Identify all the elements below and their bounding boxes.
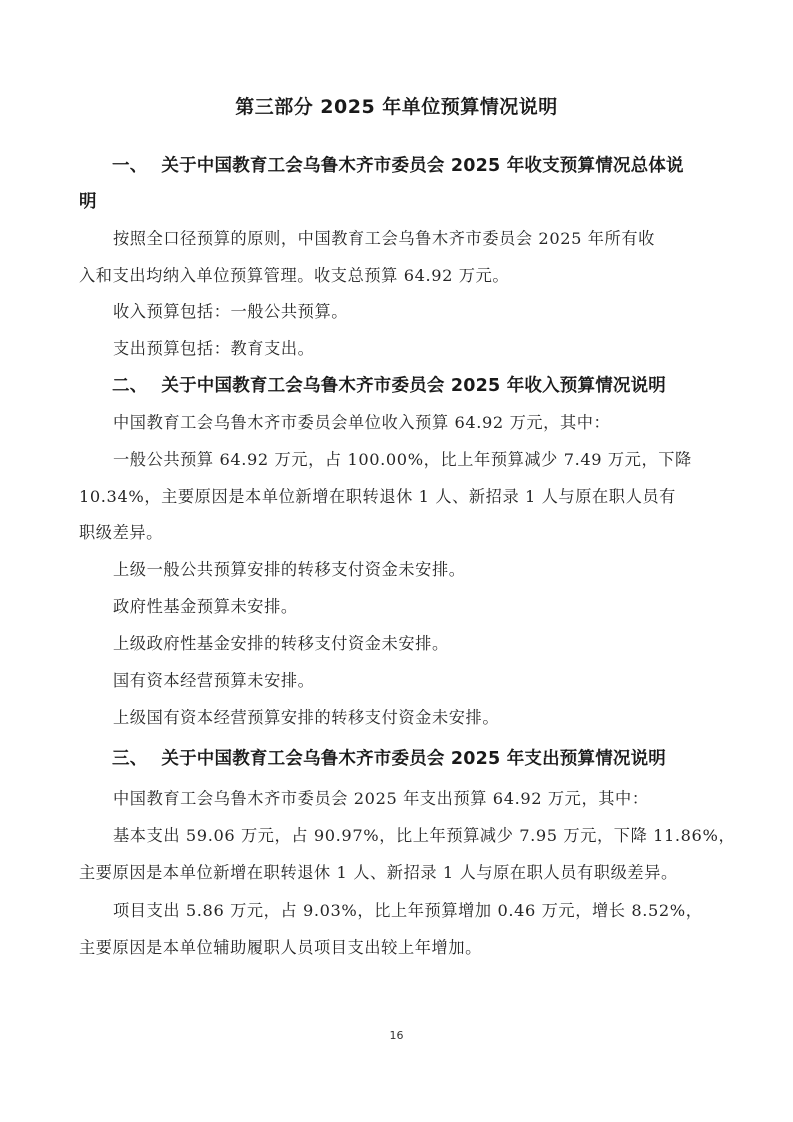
section-heading-2 bbox=[79, 368, 715, 404]
paragraph-line: 上级国有资本经营预算安排的转移支付资金未安排。 bbox=[113, 708, 500, 727]
paragraph-line: 收入预算包括：一般公共预算。 bbox=[113, 302, 349, 321]
paragraph-line: 主要原因是本单位辅助履职人员项目支出较上年增加。 bbox=[79, 937, 482, 957]
paragraph bbox=[79, 626, 715, 663]
paragraph-line: 主要原因是本单位新增在职转退休 1 人、新招录 1 人与原在职人员有职级差异。 bbox=[79, 862, 678, 882]
paragraph bbox=[79, 405, 715, 442]
paragraph bbox=[79, 818, 736, 891]
paragraph bbox=[79, 781, 715, 818]
paragraph bbox=[79, 442, 715, 552]
section-heading-3 bbox=[79, 741, 715, 777]
section-heading-1-line-1: 关于中国教育工会乌鲁木齐市委员会 2025 年收支预算情况总体说 bbox=[161, 156, 684, 176]
paragraph-line: 国有资本经营预算未安排。 bbox=[113, 671, 315, 690]
paragraph-line: 支出预算包括：教育支出。 bbox=[113, 339, 315, 358]
paragraph-line: 中国教育工会乌鲁木齐市委员会 2025 年支出预算 64.92 万元，其中： bbox=[113, 789, 649, 808]
section-heading-1-line-2: 明 bbox=[79, 192, 97, 212]
section-number-3: 三、 bbox=[112, 749, 148, 769]
section-heading-1 bbox=[79, 148, 715, 220]
paragraph-line: 基本支出 59.06 万元，占 90.97%，比上年预算减少 7.95 万元，下降 11.86%， bbox=[113, 826, 736, 845]
paragraph-line: 入和支出均纳入单位预算管理。收支总预算 64.92 万元。 bbox=[79, 265, 510, 285]
paragraph-line: 一般公共预算 64.92 万元，占 100.00%，比上年预算减少 7.49 万元，下降 bbox=[113, 450, 692, 469]
paragraph-line: 政府性基金预算未安排。 bbox=[113, 597, 298, 616]
paragraph-line: 中国教育工会乌鲁木齐市委员会单位收入预算 64.92 万元，其中： bbox=[113, 413, 611, 432]
page-number: 16 bbox=[389, 1029, 404, 1042]
paragraph bbox=[79, 294, 715, 331]
paragraph bbox=[79, 552, 715, 589]
section-heading-3-text: 关于中国教育工会乌鲁木齐市委员会 2025 年支出预算情况说明 bbox=[161, 749, 666, 769]
paragraph bbox=[79, 331, 715, 368]
section-number-2: 二、 bbox=[112, 376, 148, 396]
paragraph bbox=[79, 700, 715, 737]
paragraph bbox=[79, 589, 715, 626]
page-title: 第三部分 2025 年单位预算情况说明 bbox=[235, 96, 558, 118]
paragraph-line: 项目支出 5.86 万元，占 9.03%，比上年预算增加 0.46 万元，增长 8.52%， bbox=[113, 901, 703, 920]
paragraph-line: 按照全口径预算的原则，中国教育工会乌鲁木齐市委员会 2025 年所有收 bbox=[113, 229, 655, 248]
paragraph bbox=[79, 893, 715, 966]
paragraph-line: 上级一般公共预算安排的转移支付资金未安排。 bbox=[113, 560, 466, 579]
section-heading-2-text: 关于中国教育工会乌鲁木齐市委员会 2025 年收入预算情况说明 bbox=[161, 376, 666, 396]
paragraph bbox=[79, 663, 715, 700]
section-number-1: 一、 bbox=[112, 156, 148, 176]
paragraph bbox=[79, 221, 715, 294]
paragraph-line: 上级政府性基金安排的转移支付资金未安排。 bbox=[113, 634, 449, 653]
paragraph-line: 10.34%，主要原因是本单位新增在职转退休 1 人、新招录 1 人与原在职人员有 bbox=[79, 486, 676, 506]
paragraph-line: 职级差异。 bbox=[79, 523, 163, 542]
